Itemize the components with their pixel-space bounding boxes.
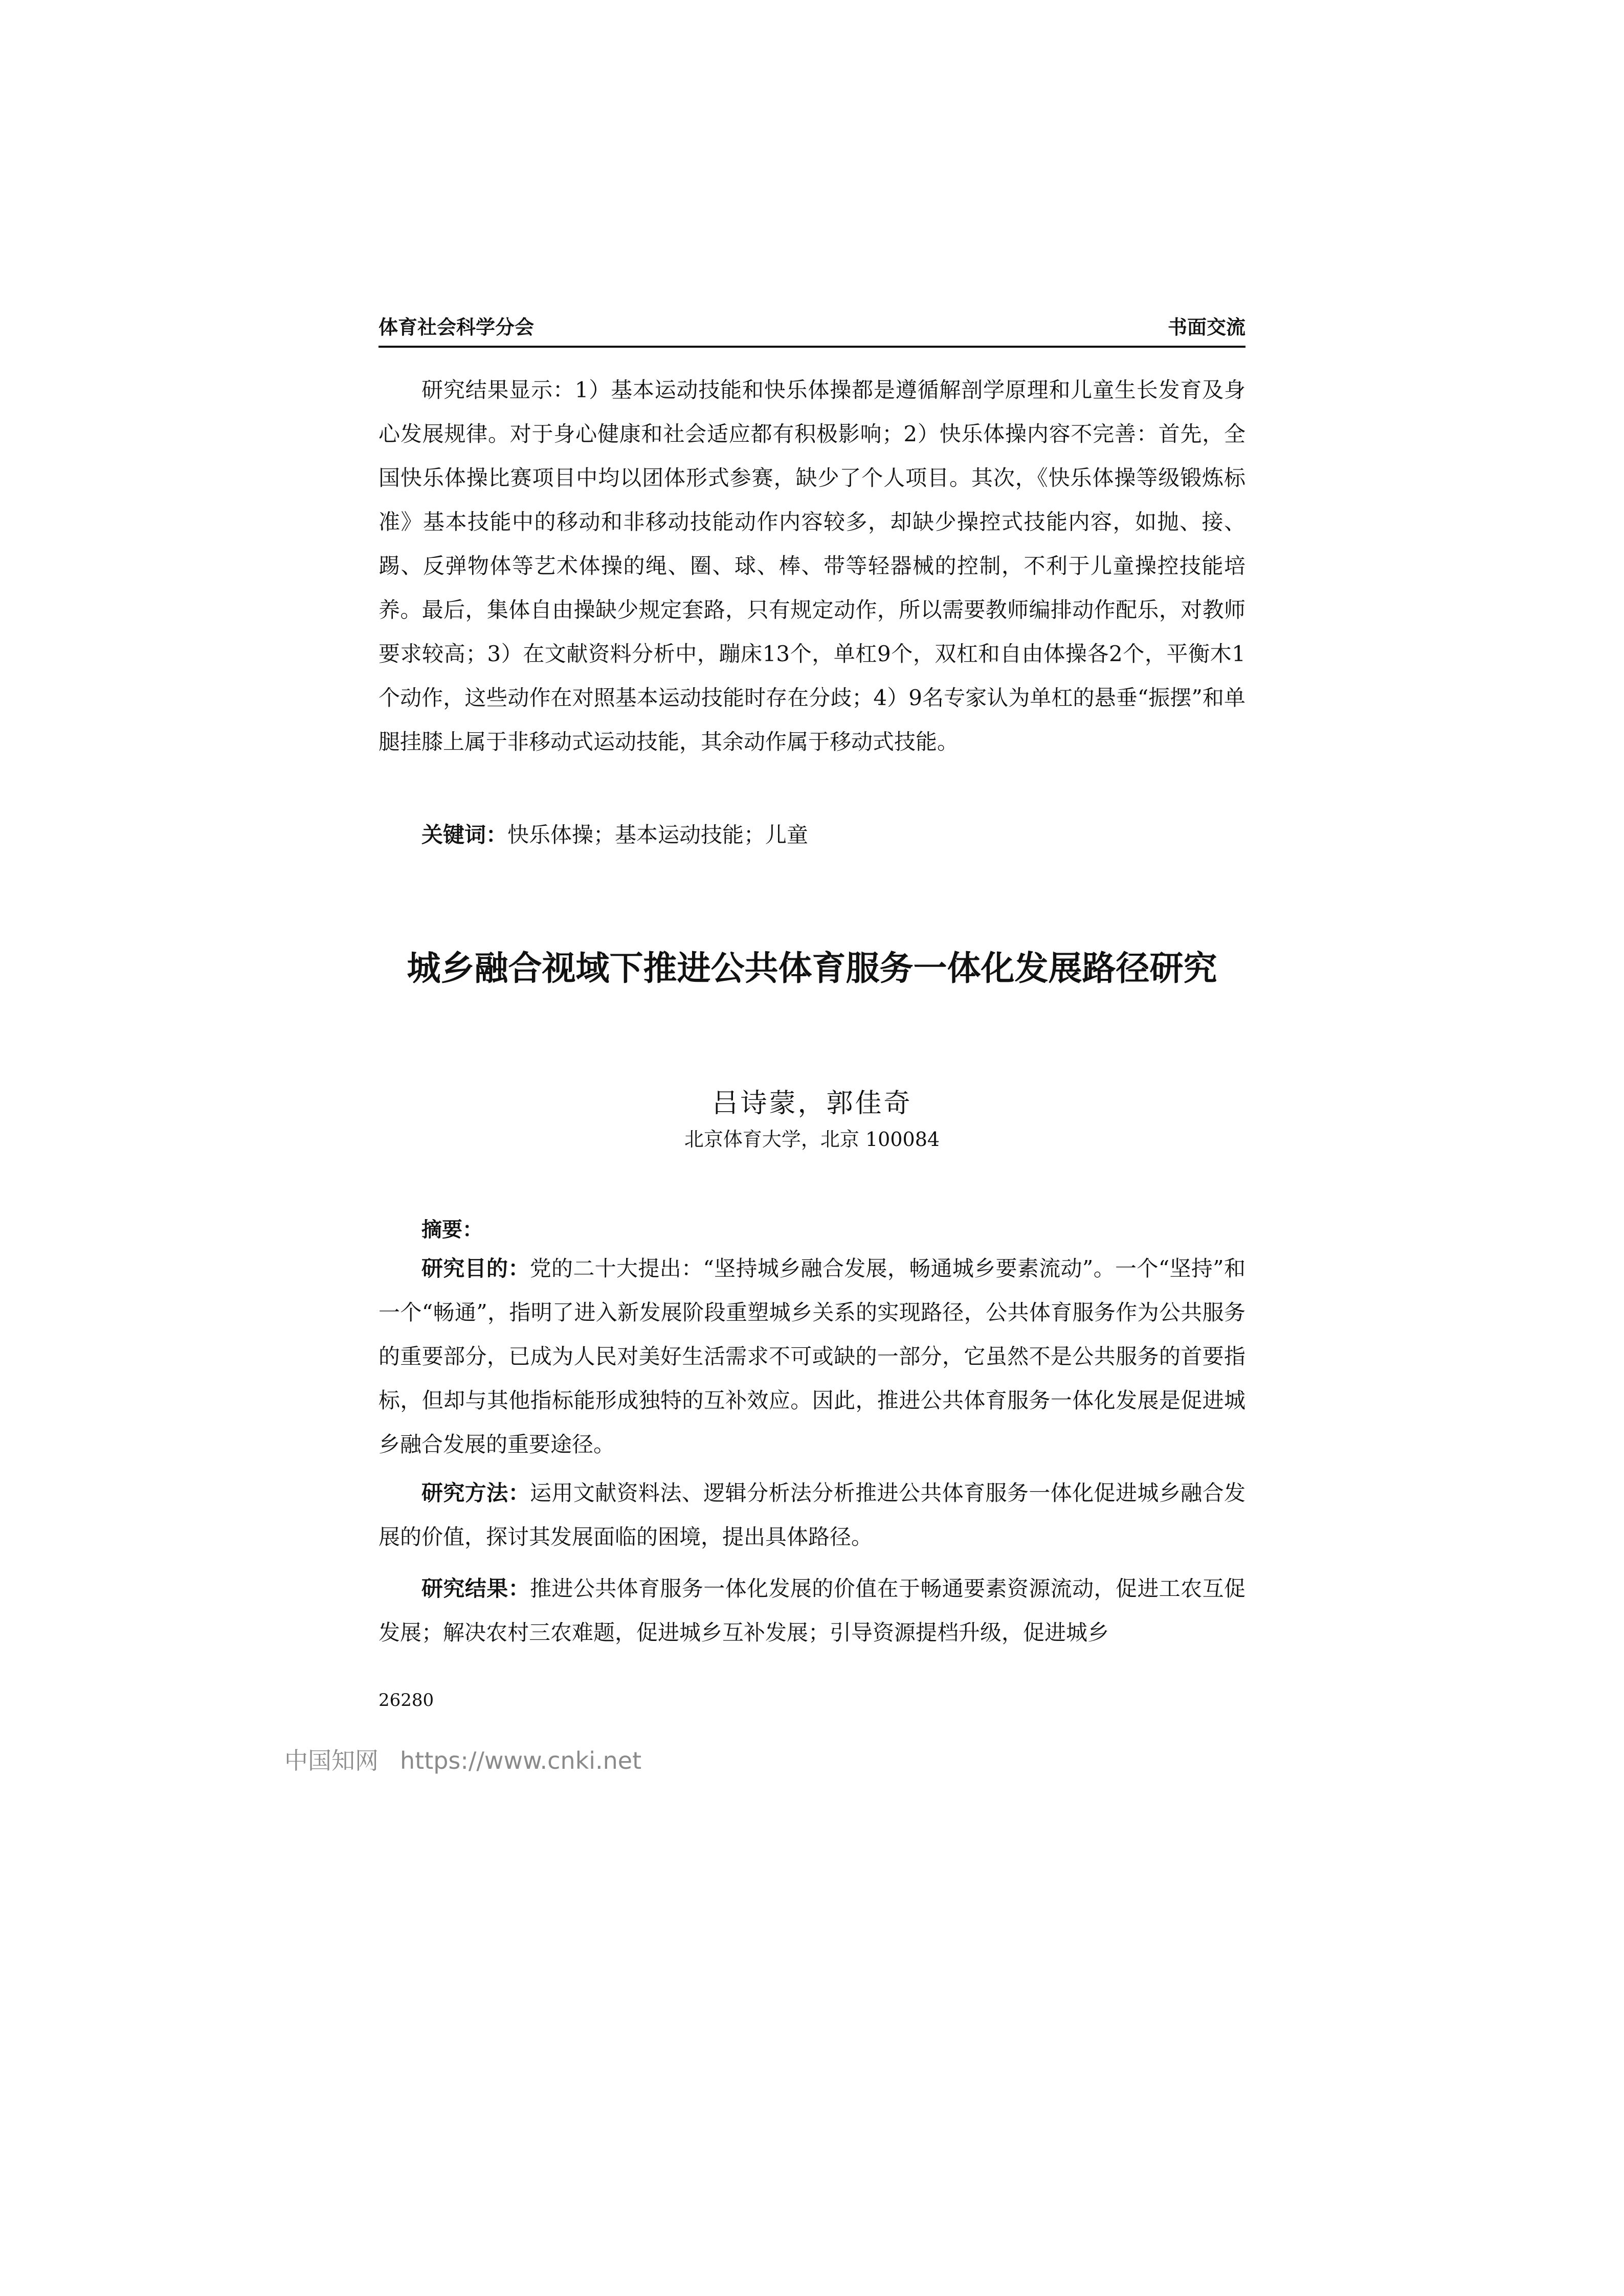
watermark-url: https://www.cnki.net — [400, 1747, 642, 1774]
watermark-brand: 中国知网 — [284, 1747, 379, 1774]
header-category: 书面交流 — [1167, 316, 1245, 339]
abstract-heading: 摘要： — [421, 1218, 483, 1242]
previous-results-paragraph: 研究结果显示：1）基本运动技能和快乐体操都是遵循解剖学原理和儿童生长发育及身心发展规律。对于身心健康和社会适应都有积极影响；2）快乐体操内容不完善：首先，全国快乐体操比赛项目中均以团体形式参赛，缺少了个人项目。其次，《快乐体操等级锻炼标准》基本技能中的移动和非移动技能动作内容较多，却缺少操控式技能内容，如抛、接、踢、反弹物体等艺术体操的绳、圈、球、棒、带等轻器械的控制，不利于儿童操控技能培养。最后，集体自由操缺少规定套路，只有规定动作，所以需要教师编排动作配乐，对教师要求较高；3）在文献资料分析中，蹦床13个，单杠9个，双杠和自由体操各2个，平衡木1个动作，这些动作在对照基本运动技能时存在分歧；4）9名专家认为单杠的悬垂“振摆”和单腿挂膝上属于非移动式运动技能，其余动作属于移动式技能。 — [379, 377, 1245, 754]
running-header — [379, 313, 1245, 348]
header-section-name: 体育社会科学分会 — [379, 316, 535, 339]
purpose-label: 研究目的： — [421, 1256, 530, 1281]
keywords-text: 快乐体操；基本运动技能；儿童 — [507, 822, 809, 847]
methods-label: 研究方法： — [421, 1480, 530, 1505]
keywords-label: 关键词： — [421, 822, 508, 847]
methods-text: 运用文献资料法、逻辑分析法分析推进公共体育服务一体化促进城乡融合发展的价值，探讨其发展面临的困境，提出具体路径。 — [379, 1480, 1245, 1549]
abstract-results — [379, 1567, 1245, 1655]
cnki-watermark — [284, 1743, 641, 1779]
results-text: 推进公共体育服务一体化发展的价值在于畅通要素资源流动，促进工农互促发展；解决农村三农难题，促进城乡互补发展；引导资源提档升级，促进城乡 — [379, 1576, 1245, 1645]
article-title: 城乡融合视域下推进公共体育服务一体化发展路径研究 — [407, 949, 1217, 988]
abstract-methods — [379, 1471, 1245, 1559]
previous-keywords-line — [379, 813, 1245, 857]
author-affiliation: 北京体育大学，北京 100084 — [684, 1128, 940, 1151]
page-number: 26280 — [379, 1690, 434, 1710]
abstract-purpose — [379, 1247, 1245, 1467]
article-authors: 吕诗蒙，郭佳奇 — [711, 1088, 913, 1119]
results-label: 研究结果： — [421, 1576, 530, 1601]
purpose-text: 党的二十大提出：“坚持城乡融合发展，畅通城乡要素流动”。一个“坚持”和一个“畅通”，指明了进入新发展阶段重塑城乡关系的实现路径，公共体育服务作为公共服务的重要部分，已成为人民对美好生活需求不可或缺的一部分，它虽然不是公共服务的首要指标，但却与其他指标能形成独特的互补效应。因此，推进公共体育服务一体化发展是促进城乡融合发展的重要途径。 — [379, 1256, 1245, 1457]
